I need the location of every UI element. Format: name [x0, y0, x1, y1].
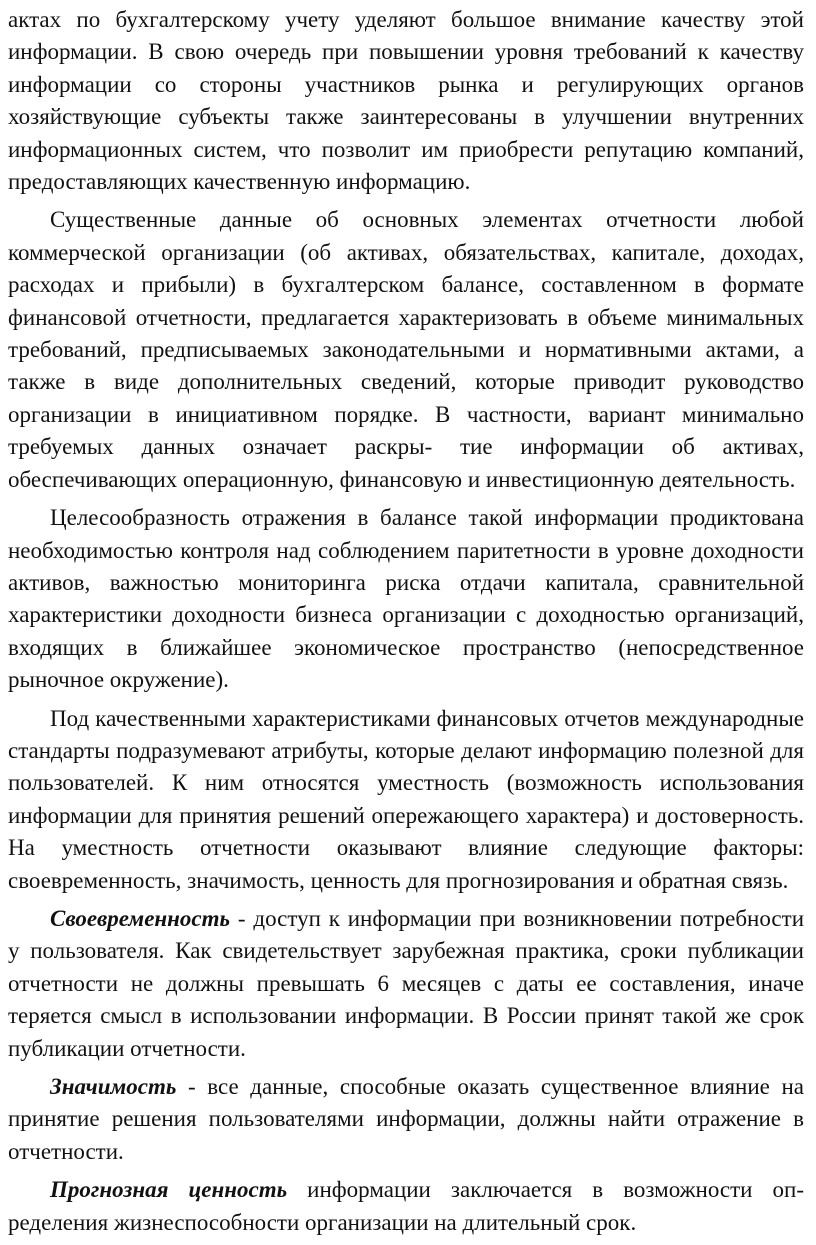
paragraph-text: - доступ к информации при возникновении потребности у пользователя. Как свидетельствует зарубежная практика, сроки публикации отчетности не должны превышать 6 месяцев с даты ее составления, иначе теряется смысл в использовании информации. В России принят такой же срок публикации отчетности.	[8, 905, 804, 1061]
paragraph-balance-purpose	[8, 502, 804, 696]
term-timeliness: Своевременность	[50, 905, 231, 931]
paragraph-timeliness	[8, 903, 804, 1065]
paragraph-text: актах по бухгалтерскому учету уделяют большое внимание качеству этой информации. В свою очередь при повышении уровня требований к качеству информации со стороны участников рынка и регулирующих органов хозяйствующие субъекты также заинтересованы в улучшении внутренних информационных систем, что позволит им приобрести репутацию компаний, предоставляющих качественную информацию.	[8, 7, 804, 195]
paragraph-text: Целесообразность отражения в балансе такой информации продиктована необходимостью контроля над соблюдением паритетности в уровне доходности активов, важностью мониторинга риска отдачи капитала, сравнительной характеристики доходности бизнеса организации с доходностью организаций, входящих в ближайшее экономическое пространство (непосредственное рыночное окружение).	[8, 505, 804, 693]
paragraph-quality-characteristics	[8, 703, 804, 897]
paragraph-predictive-value	[8, 1174, 804, 1239]
document-page	[8, 4, 804, 1245]
paragraph-balance-data	[8, 204, 804, 496]
paragraph-text: Под качественными характеристиками финансовых отчетов международные стандарты подразумевают атрибуты, которые делают информацию полезной для пользователей. К ним относятся уместность (возможность использования информации для принятия решений опережающего характера) и достоверность. На уместность отчетности оказывают влияние следующие факторы: своевременность, значимость, ценность для прогнозирования и обратная связь.	[8, 705, 804, 893]
paragraph-significance	[8, 1071, 804, 1168]
paragraph-continuation	[8, 4, 804, 198]
paragraph-text: Существенные данные об основных элементах отчетности любой коммерческой организации (об активах, обязательствах, капитале, доходах, расходах и прибыли) в бухгалтерском балансе, составленном в формате финансовой отчетности, предлагается характеризовать в объеме минимальных требований, предписываемых законодательными и нормативными актами, а также в виде дополнительных сведений, которые приводит руководство организации в инициативном порядке. В частности, вариант минимально требуемых данных означает раскры- тие информации об активах, обеспечивающих операционную, финансовую и инвестиционную деятельность.	[8, 207, 804, 492]
term-significance: Значимость	[50, 1074, 177, 1099]
paragraph-text: - все данные, способные оказать существенное влияние на принятие решения пользователями информации, должны найти отражение в отчетности.	[8, 1074, 804, 1164]
term-predictive-value: Прогнозная ценность	[50, 1177, 288, 1203]
paragraph-text: информации заключается в возможности определения жизнеспособности организации на длительный срок.	[8, 1177, 804, 1235]
